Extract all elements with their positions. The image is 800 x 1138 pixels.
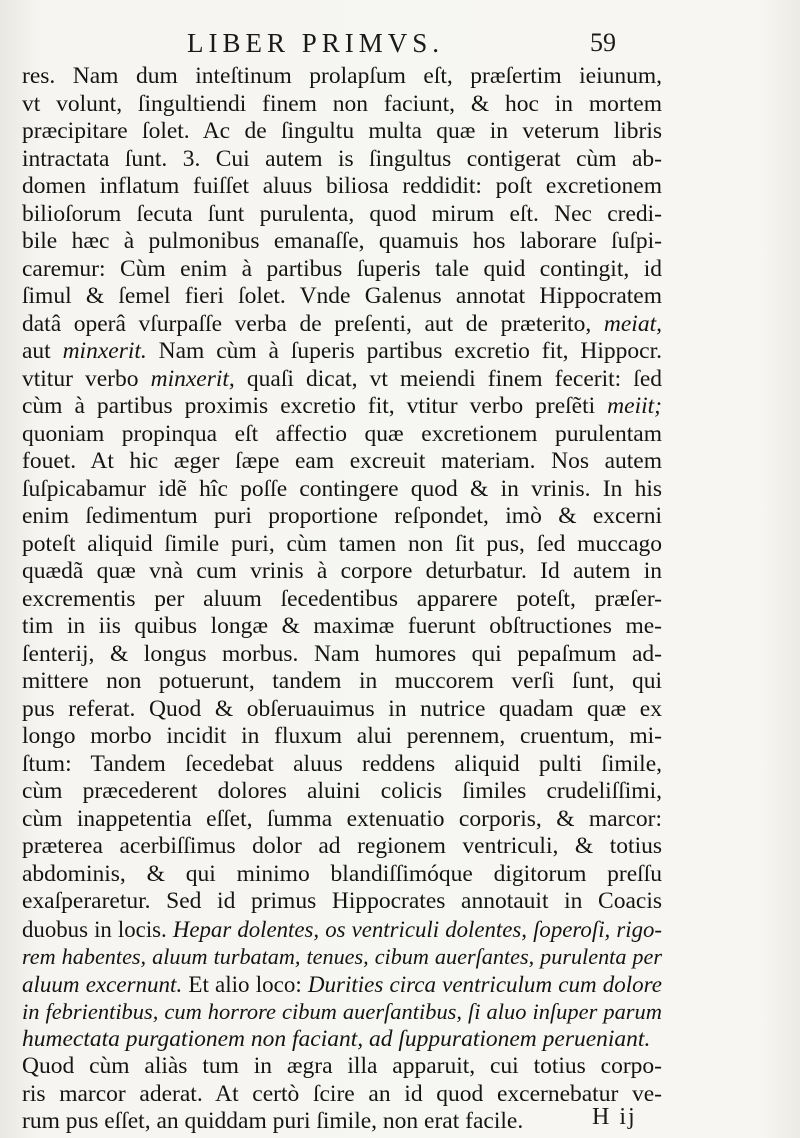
text-line xyxy=(22,476,662,504)
italic-text: minxerit, xyxy=(150,365,235,392)
italic-text: meiat, xyxy=(603,310,662,337)
text-span: poteſt aliquid ſimile puri, cùm tamen non ſit pus, ſed muccago xyxy=(22,530,662,557)
text-line xyxy=(22,833,662,861)
text-line xyxy=(22,613,662,641)
text-span: quædã quæ vnà cum vrinis à corpore deturbatur. Id autem in xyxy=(22,558,662,584)
text-span: caremur: Cùm enim à partibus ſuperis tale quid contingit, id xyxy=(22,255,662,282)
text-line xyxy=(22,448,662,476)
text-line xyxy=(22,641,662,669)
text-line xyxy=(22,998,662,1026)
text-span: aut xyxy=(22,338,63,364)
text-span: longo morbo incidit in fluxum alui perennem, cruentum, mi- xyxy=(22,723,662,749)
text-line xyxy=(22,531,662,559)
italic-text: rem habentes, aluum turbatam, tenues, cibum auerſantes, purulenta per xyxy=(22,944,662,969)
text-span: mittere non potuerunt, tandem in muccorem verſi ſunt, qui xyxy=(22,668,662,694)
text-span: pus referat. Quod & obſeruauimus in nutrice quadam quæ ex xyxy=(22,695,662,722)
italic-text: humectata purgationem non faciant, ad ſuppurationem perueniant. xyxy=(22,1025,651,1052)
text-span: ſuſpicabamur idẽ hîc poſſe contingere quod & in vrinis. In his xyxy=(22,475,662,502)
text-line xyxy=(22,586,662,614)
text-span: datâ operâ vſurpaſſe verba de preſenti, aut de præterito, xyxy=(22,310,604,337)
text-span: bile hæc à pulmonibus emanaſſe, quamuis hos laborare ſuſpi- xyxy=(22,228,662,254)
text-line xyxy=(22,503,662,531)
text-line xyxy=(22,751,662,779)
text-line xyxy=(22,91,662,119)
text-line xyxy=(22,916,662,944)
text-line xyxy=(22,778,662,806)
text-line xyxy=(22,63,662,91)
text-line xyxy=(22,311,662,339)
text-span: Quod cùm aliàs tum in ægra illa apparuit, cui totius corpo- xyxy=(22,1053,662,1079)
text-line xyxy=(22,1053,662,1081)
text-span: quoniam propinqua eſt affectio quæ excretionem purulentam xyxy=(22,420,662,447)
italic-text: aluum excernunt. xyxy=(22,970,183,997)
page-footer xyxy=(0,1104,800,1134)
italic-text: in febrientibus, cum horrore cibum auerſantibus, ſi aluo inſuper parum xyxy=(22,999,662,1024)
text-span: Et alio loco: xyxy=(182,970,308,997)
text-span: quaſi dicat, vt meiendi finem fecerit: ſed xyxy=(234,365,662,392)
text-line xyxy=(22,1026,662,1054)
text-span: præterea acerbiſſimus dolor ad regionem ventriculi, & totius xyxy=(22,833,662,859)
text-line xyxy=(22,943,662,971)
text-span: præcipitare ſolet. Ac de ſingultu multa quæ in veterum libris xyxy=(22,118,662,144)
text-span: vt volunt, ſingultiendi finem non faciunt, & hoc in mortem xyxy=(22,90,662,117)
text-line xyxy=(22,228,662,256)
text-line xyxy=(22,558,662,586)
text-span: bilioſorum ſecuta ſunt purulenta, quod mirum eſt. Nec credi- xyxy=(22,200,662,227)
text-span: rum pus eſſet, an quiddam puri ſimile, non erat facile. xyxy=(22,1108,524,1134)
text-line xyxy=(22,668,662,696)
text-span: vtitur verbo xyxy=(22,365,151,392)
italic-text: meiit; xyxy=(607,393,662,419)
italic-text: minxerit. xyxy=(62,338,147,364)
body-text xyxy=(22,63,662,1136)
text-line xyxy=(22,806,662,834)
text-span: enim ſedimentum puri proportione reſpondet, imò & excerni xyxy=(22,503,662,529)
text-line xyxy=(22,421,662,449)
text-span: ſenterij, & longus morbus. Nam humores qui pepaſmum ad- xyxy=(22,640,662,667)
text-span: exaſperaretur. Sed id primus Hippocrates annotauit in Coacis xyxy=(22,888,662,914)
page-number: 59 xyxy=(590,28,616,57)
text-line xyxy=(22,861,662,889)
text-span: domen inflatum fuiſſet aluus biliosa reddidit: poſt excretionem xyxy=(22,173,662,199)
text-span: fouet. At hic æger ſæpe eam excreuit materiam. Nos autem xyxy=(22,448,662,474)
text-line xyxy=(22,723,662,751)
text-span: cùm à partibus proximis excretio fit, vtitur verbo preſẽti xyxy=(22,393,608,419)
text-line xyxy=(22,393,662,421)
text-line xyxy=(22,256,662,284)
text-span: ris marcor aderat. At certò ſcire an id quod excernebatur ve- xyxy=(22,1080,662,1107)
text-line xyxy=(22,173,662,201)
text-span: cùm præcederent dolores aluini colicis ſimiles crudeliſſimi, xyxy=(22,778,662,804)
text-span: duobus in locis. xyxy=(22,916,173,942)
text-span: cùm inappetentia eſſet, ſumma extenuatio corporis, & marcor: xyxy=(22,805,662,832)
text-span: tim in iis quibus longæ & maximæ fuerunt obſtructiones me- xyxy=(22,613,662,639)
text-line xyxy=(22,366,662,394)
text-line xyxy=(22,201,662,229)
text-span: res. Nam dum inteſtinum prolapſum eſt, præſertim ieiunum, xyxy=(22,63,662,89)
running-title: LIBER PRIMVS. xyxy=(187,28,445,58)
text-span: ſtum: Tandem ſecedebat aluus reddens aliquid pulti ſimile, xyxy=(22,750,662,777)
text-line xyxy=(22,971,662,999)
text-span: Nam cùm à ſuperis partibus excretio fit, Hippocr. xyxy=(146,338,662,364)
text-line xyxy=(22,118,662,146)
text-span: intractata ſunt. 3. Cui autem is ſingultus contigerat cùm ab- xyxy=(22,145,662,172)
text-line xyxy=(22,146,662,174)
text-line xyxy=(22,888,662,916)
page-header xyxy=(0,26,800,66)
text-line xyxy=(22,696,662,724)
text-span: ſimul & ſemel fieri ſolet. Vnde Galenus annotat Hippocratem xyxy=(22,283,662,309)
text-span: excrementis per aluum ſecedentibus apparere poteſt, præſer- xyxy=(22,585,662,612)
italic-text: Durities circa ventriculum cum dolore xyxy=(307,970,662,997)
text-line xyxy=(22,338,662,366)
signature-mark: H ij xyxy=(592,1104,637,1130)
italic-text: Hepar dolentes, os ventriculi dolentes, ſoperoſi, rigo- xyxy=(172,916,662,942)
text-line xyxy=(22,283,662,311)
text-span: abdominis, & qui minimo blandiſſimóque digitorum preſſu xyxy=(22,860,662,887)
